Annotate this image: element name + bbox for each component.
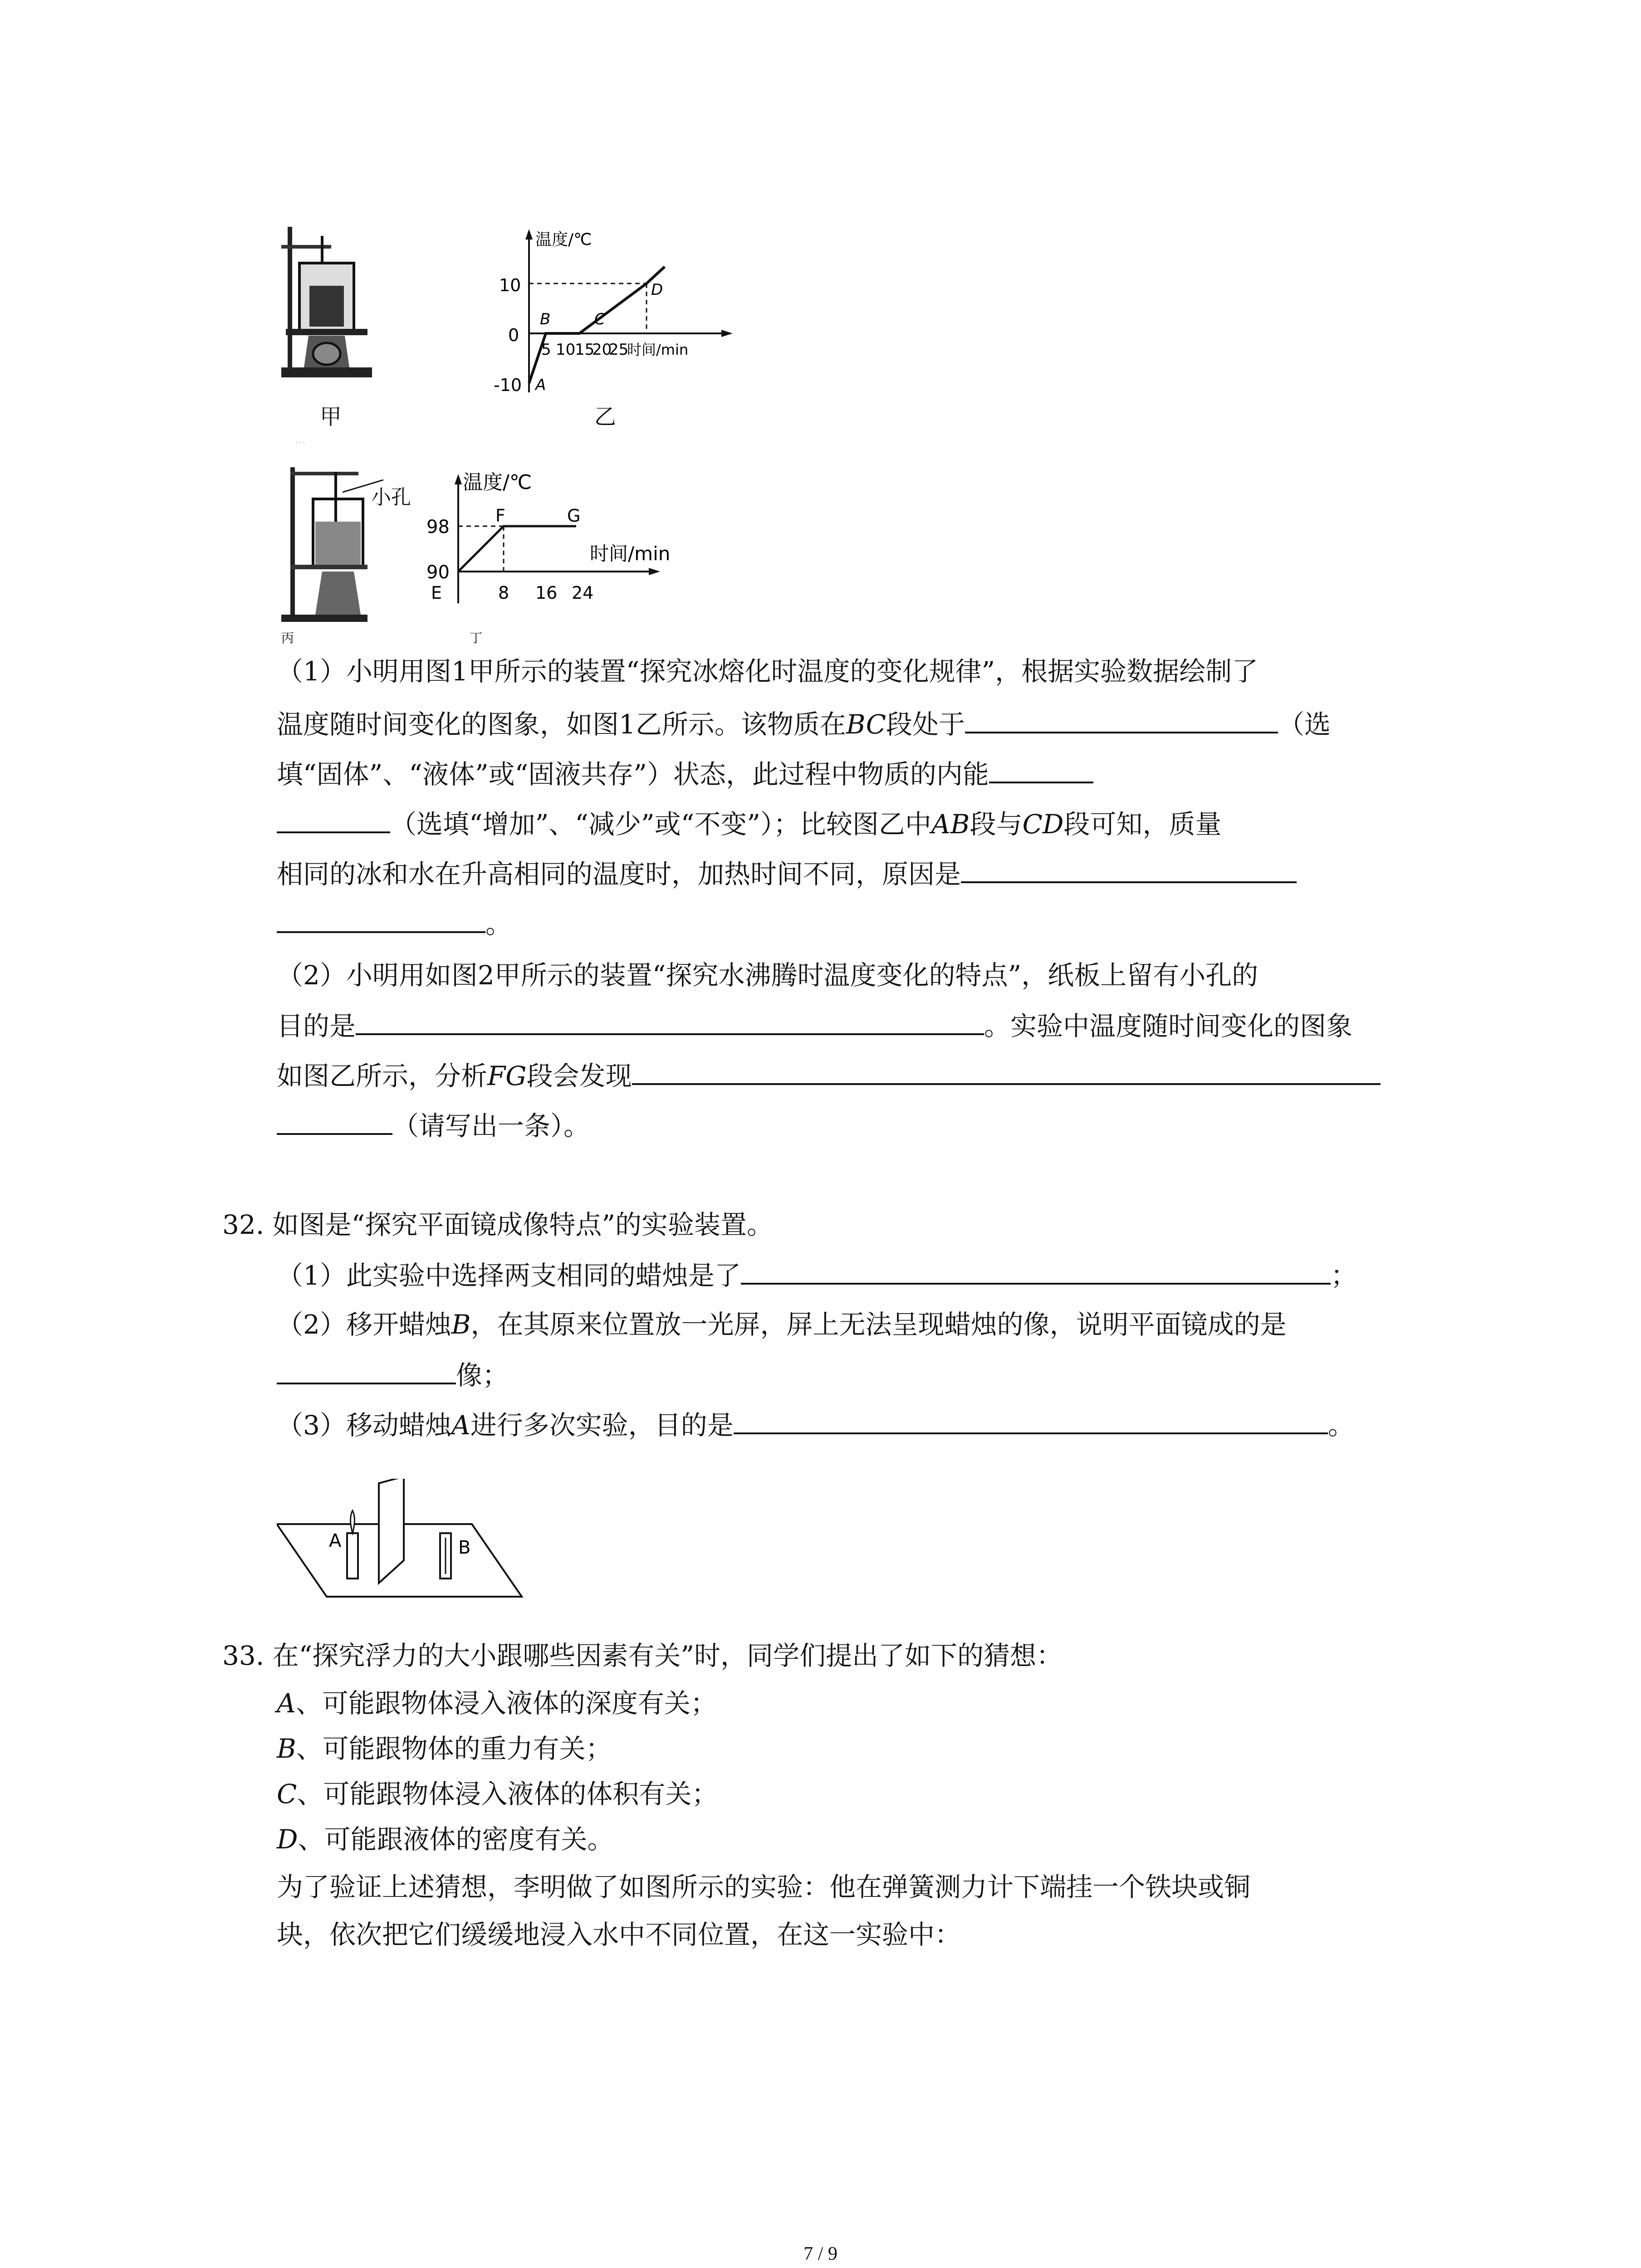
q31-p1-line5	[277, 855, 1297, 892]
q32-candle-a: A	[451, 1410, 470, 1441]
q31-p2-l3b: 段会发现	[526, 1061, 632, 1091]
q31-blank-fg-cont[interactable]	[277, 1107, 392, 1135]
q32-blank-2[interactable]	[277, 1356, 456, 1384]
fig2-hole-label: 小孔	[371, 486, 411, 509]
q31-p2-l4: （请写出一条）。	[392, 1110, 590, 1141]
ding-point-g: G	[567, 506, 581, 526]
q31-p2-line3	[277, 1057, 1381, 1094]
page-number: 7 / 9	[803, 2244, 838, 2264]
q32-s2c: 像；	[456, 1360, 509, 1391]
q31-seg-bc: BC	[846, 709, 886, 740]
ding-y-tick: 90	[426, 562, 450, 583]
fig2-ding-chart	[417, 467, 699, 635]
q31-p2-line1: （2）小明用如图2甲所示的装置“探究水沸腾时温度变化的特点”，纸板上留有小孔的	[277, 960, 1259, 991]
fig1-label-jia: 甲	[320, 404, 342, 430]
q32-s3b: 进行多次实验，目的是	[470, 1410, 734, 1441]
yi-y-tick: -10	[494, 375, 522, 395]
yi-x-tick: 5	[541, 341, 551, 359]
q32-s2a: （2）移开蜡烛	[277, 1309, 451, 1340]
q31-p1-line2	[277, 705, 1331, 743]
q31-seg-fg: FG	[487, 1061, 527, 1091]
q33-opt-text: 、可能跟物体的重力有关；	[296, 1733, 612, 1764]
q32-s2	[277, 1306, 1287, 1343]
q31-p1-l4c: 段可知，质量	[1063, 809, 1222, 840]
fig2-label-ding: 丁	[470, 631, 483, 645]
q31-blank-reason[interactable]	[961, 855, 1297, 883]
q31-p1-l2a: 温度随时间变化的图象，如图1乙所示。该物质在	[277, 709, 846, 740]
q33-opt-text: 、可能跟物体浸入液体的体积有关；	[297, 1779, 718, 1809]
q33-opt-b	[277, 1730, 612, 1767]
q31-p1-line4	[277, 805, 1221, 842]
q31-p1-l4a: （选填“增加”、“减少”或“不变”）；比较图乙中	[390, 809, 931, 840]
q32-blank-1[interactable]	[741, 1256, 1331, 1285]
q33-opt-key: C	[277, 1779, 297, 1809]
q32-fig-label-a: A	[329, 1530, 342, 1551]
q32-s1a: （1）此实验中选择两支相同的蜡烛是了	[277, 1260, 741, 1291]
ding-point-f: F	[495, 506, 505, 526]
q33-opt-c	[277, 1776, 718, 1812]
q32-candle-b: B	[451, 1309, 471, 1340]
q33-opt-a	[277, 1685, 717, 1721]
yi-point-b: B	[540, 310, 551, 328]
yi-y-tick: 0	[508, 325, 519, 345]
q32-stem: 32. 如图是“探究平面镜成像特点”的实验装置。	[222, 1209, 773, 1240]
yi-x-tick: 25	[609, 341, 629, 359]
q31-p2-l3a: 如图乙所示，分析	[277, 1061, 488, 1091]
q31-blank-internal-energy[interactable]	[989, 755, 1093, 783]
ding-x-tick: 16	[535, 583, 558, 603]
q31-p1-l2b: 段处于	[886, 709, 965, 740]
q33-opt-text: 、可能跟物体浸入液体的深度有关；	[295, 1688, 717, 1719]
q31-seg-ab: AB	[931, 809, 970, 840]
q33-opt-d	[277, 1821, 614, 1857]
q31-p1-line6	[277, 905, 512, 942]
q31-p2-line4	[277, 1107, 590, 1144]
fig1-jia-apparatus	[272, 218, 381, 381]
q31-blank-energy-cont[interactable]	[277, 805, 390, 833]
fig1-watermark: …	[295, 433, 306, 446]
q32-s3a: （3）移动蜡烛	[277, 1410, 451, 1441]
yi-x-tick: 15	[575, 341, 595, 359]
q32-blank-3[interactable]	[734, 1406, 1328, 1434]
yi-x-tick: 10	[556, 341, 576, 359]
yi-point-d: D	[651, 281, 663, 299]
q31-blank-state[interactable]	[965, 705, 1278, 733]
yi-y-tick: 10	[499, 275, 521, 295]
q31-p1-line3	[277, 755, 1093, 792]
q32-fig-label-b: B	[458, 1537, 471, 1558]
yi-point-c: C	[594, 310, 605, 328]
ding-y-tick: 98	[426, 517, 450, 538]
q32-s2b: ，在其原来位置放一光屏，屏上无法呈现蜡烛的像，说明平面镜成的是	[470, 1309, 1287, 1340]
ding-x-tick: 24	[572, 583, 594, 603]
q31-p2-l2a: 目的是	[277, 1011, 356, 1041]
q31-p2-l2b: 。实验中温度随时间变化的图象	[984, 1011, 1353, 1041]
q33-tail-line1: 为了验证上述猜想，李明做了如图所示的实验：他在弹簧测力计下端挂一个铁块或铜	[277, 1872, 1251, 1902]
q31-p1-l5: 相同的冰和水在升高相同的温度时，加热时间不同，原因是	[277, 859, 961, 890]
yi-y-axis-label: 温度/℃	[535, 230, 592, 249]
q31-blank-fg-finding[interactable]	[632, 1057, 1381, 1085]
q32-s3	[277, 1406, 1354, 1443]
fig1-label-yi: 乙	[594, 404, 617, 430]
q33-opt-key: B	[277, 1733, 296, 1764]
q31-seg-cd: CD	[1022, 809, 1064, 840]
q32-s1b: ；	[1330, 1260, 1357, 1291]
q33-opt-text: 、可能跟液体的密度有关。	[298, 1824, 614, 1855]
ding-y-axis-label: 温度/℃	[463, 471, 532, 494]
fig2-label-bing: 丙	[281, 631, 294, 645]
q33-opt-key: D	[277, 1824, 298, 1855]
q32-s1	[277, 1256, 1357, 1294]
ding-point-e: E	[431, 583, 442, 603]
yi-y-ticks	[494, 275, 522, 395]
q32-s2-cont	[277, 1356, 509, 1393]
yi-point-a: A	[535, 376, 546, 394]
ding-x-tick: 8	[498, 583, 509, 603]
q31-p1-line1: （1）小明用图1甲所示的装置“探究冰熔化时温度的变化规律”，根据实验数据绘制了	[277, 656, 1259, 687]
q31-p1-l3a: 填“固体”、“液体”或“固液共存”）状态，此过程中物质的内能	[277, 759, 989, 790]
yi-x-ticks	[541, 341, 628, 359]
fig1-yi-chart	[481, 218, 744, 408]
yi-x-tick: 20	[592, 341, 612, 359]
q31-p2-line2	[277, 1007, 1352, 1044]
q31-blank-hole-purpose[interactable]	[356, 1007, 984, 1035]
yi-x-axis-label: 时间/min	[627, 341, 689, 358]
ding-x-axis-label: 时间/min	[590, 543, 671, 565]
q33-stem: 33. 在“探究浮力的大小跟哪些因素有关”时，同学们提出了如下的猜想：	[222, 1640, 1063, 1671]
q31-blank-reason-cont[interactable]	[277, 905, 485, 933]
q32-mirror-figure	[277, 1479, 531, 1606]
q31-p1-l6: 。	[485, 909, 512, 939]
q31-p1-l4b: 段与	[970, 809, 1023, 840]
q33-opt-key: A	[277, 1688, 296, 1719]
q31-p1-l2c: （选	[1278, 709, 1331, 740]
q33-tail-line2: 块，依次把它们缓缓地浸入水中不同位置，在这一实验中：	[277, 1919, 961, 1950]
q32-s3c: 。	[1327, 1410, 1354, 1441]
